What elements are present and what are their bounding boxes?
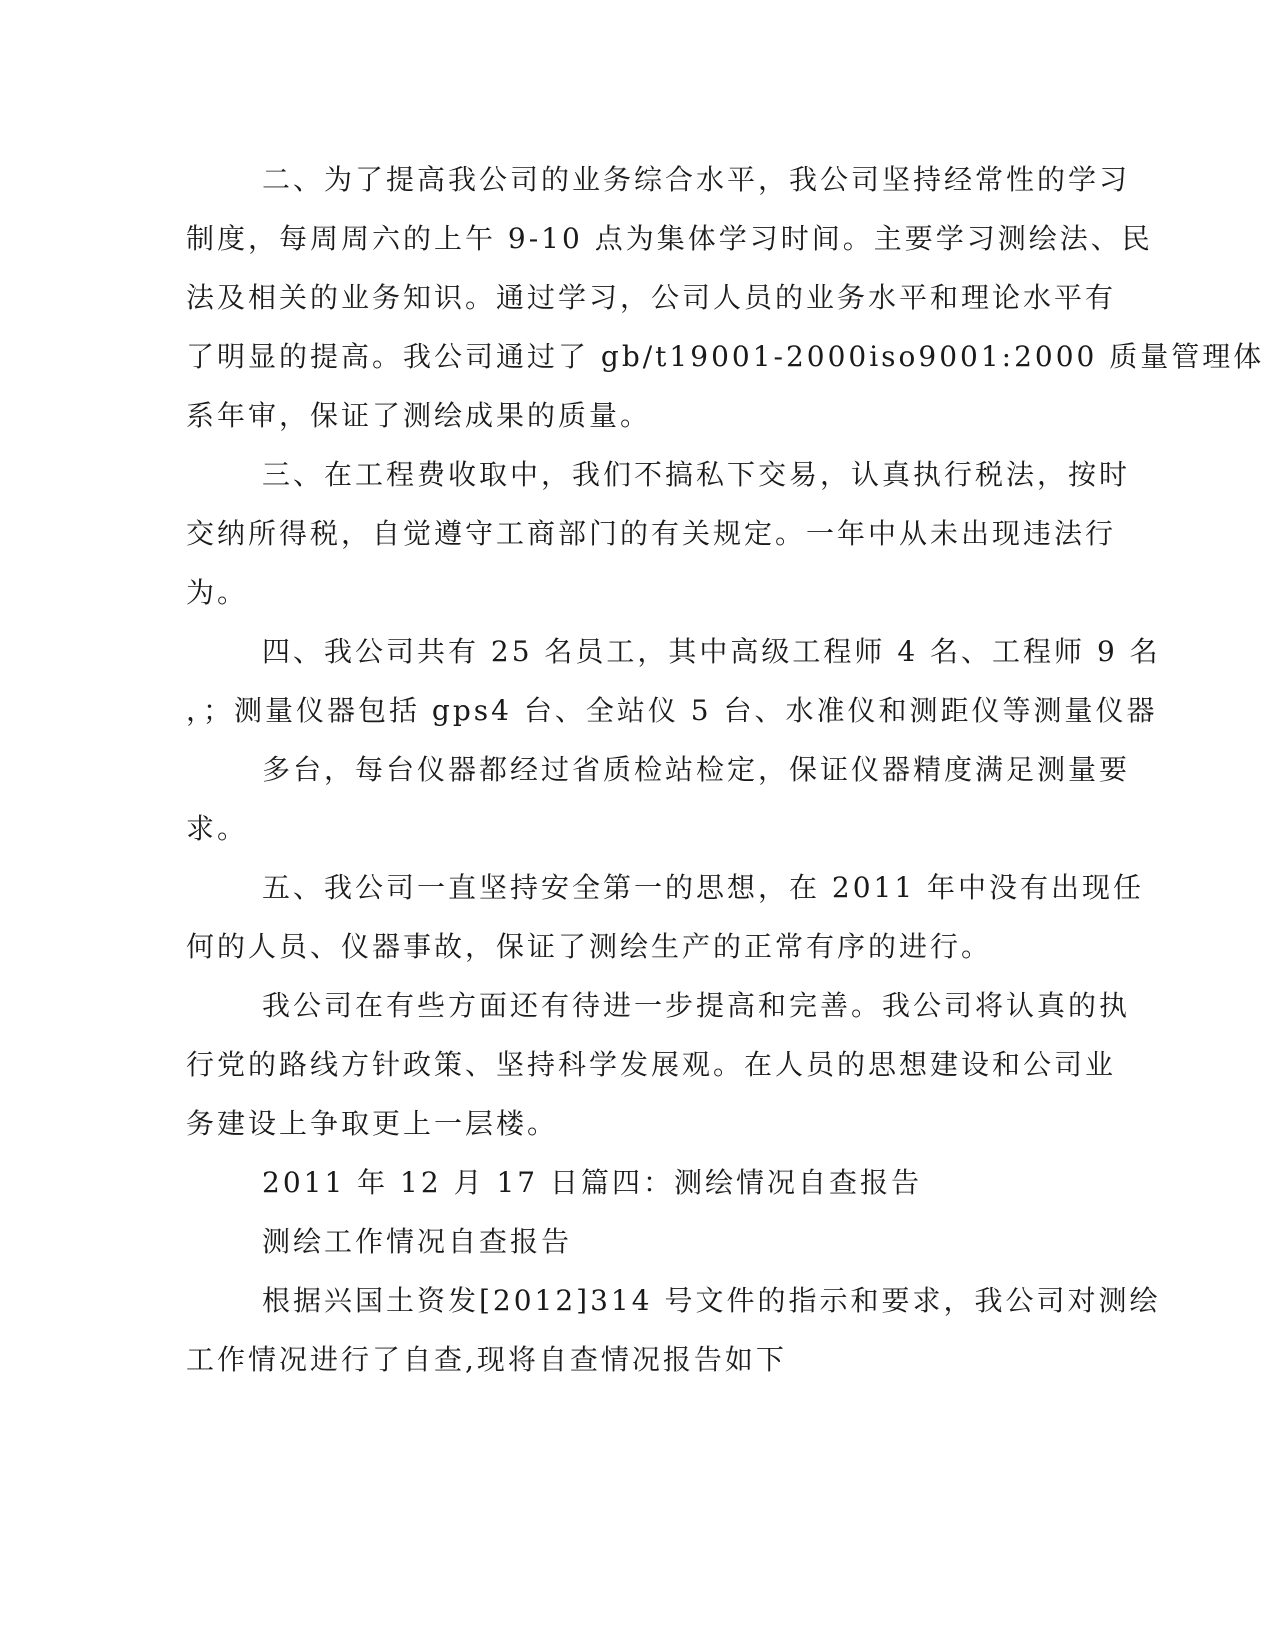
text-line: 制度，每周周六的上午 9-10 点为集体学习时间。主要学习测绘法、民 [186, 222, 1153, 255]
text-line: 了明显的提高。我公司通过了 gb/t19001-2000iso9001:2000 质量管理体 [186, 340, 1265, 373]
text-line: 2011 年 12 月 17 日篇四：测绘情况自查报告 [262, 1166, 923, 1199]
text-line: 系年审，保证了测绘成果的质量。 [186, 399, 652, 432]
text-line: 务建设上争取更上一层楼。 [186, 1107, 559, 1140]
text-line: 何的人员、仪器事故，保证了测绘生产的正常有序的进行。 [186, 930, 993, 963]
text-line: 根据兴国土资发[2012]314 号文件的指示和要求，我公司对测绘 [262, 1284, 1161, 1317]
text-line: ，；测量仪器包括 gps4 台、全站仪 5 台、水准仪和测距仪等测量仪器 [186, 694, 1158, 727]
text-line: 求。 [186, 812, 249, 845]
text-line: 四、我公司共有 25 名员工，其中高级工程师 4 名、工程师 9 名 [262, 635, 1161, 668]
text-line: 行党的路线方针政策、坚持科学发展观。在人员的思想建设和公司业 [186, 1048, 1117, 1081]
text-line: 二、为了提高我公司的业务综合水平，我公司坚持经常性的学习 [262, 163, 1131, 196]
text-line: 为。 [186, 576, 249, 609]
text-line: 法及相关的业务知识。通过学习，公司人员的业务水平和理论水平有 [186, 281, 1117, 314]
text-line: 多台，每台仪器都经过省质检站检定，保证仪器精度满足测量要 [262, 753, 1131, 786]
text-line: 工作情况进行了自查,现将自查情况报告如下 [186, 1343, 787, 1376]
text-line: 三、在工程费收取中，我们不搞私下交易，认真执行税法，按时 [262, 458, 1131, 491]
text-line: 五、我公司一直坚持安全第一的思想，在 2011 年中没有出现任 [262, 871, 1145, 904]
text-line: 测绘工作情况自查报告 [262, 1225, 573, 1258]
text-line: 我公司在有些方面还有待进一步提高和完善。我公司将认真的执 [262, 989, 1131, 1022]
text-line: 交纳所得税，自觉遵守工商部门的有关规定。一年中从未出现违法行 [186, 517, 1117, 550]
